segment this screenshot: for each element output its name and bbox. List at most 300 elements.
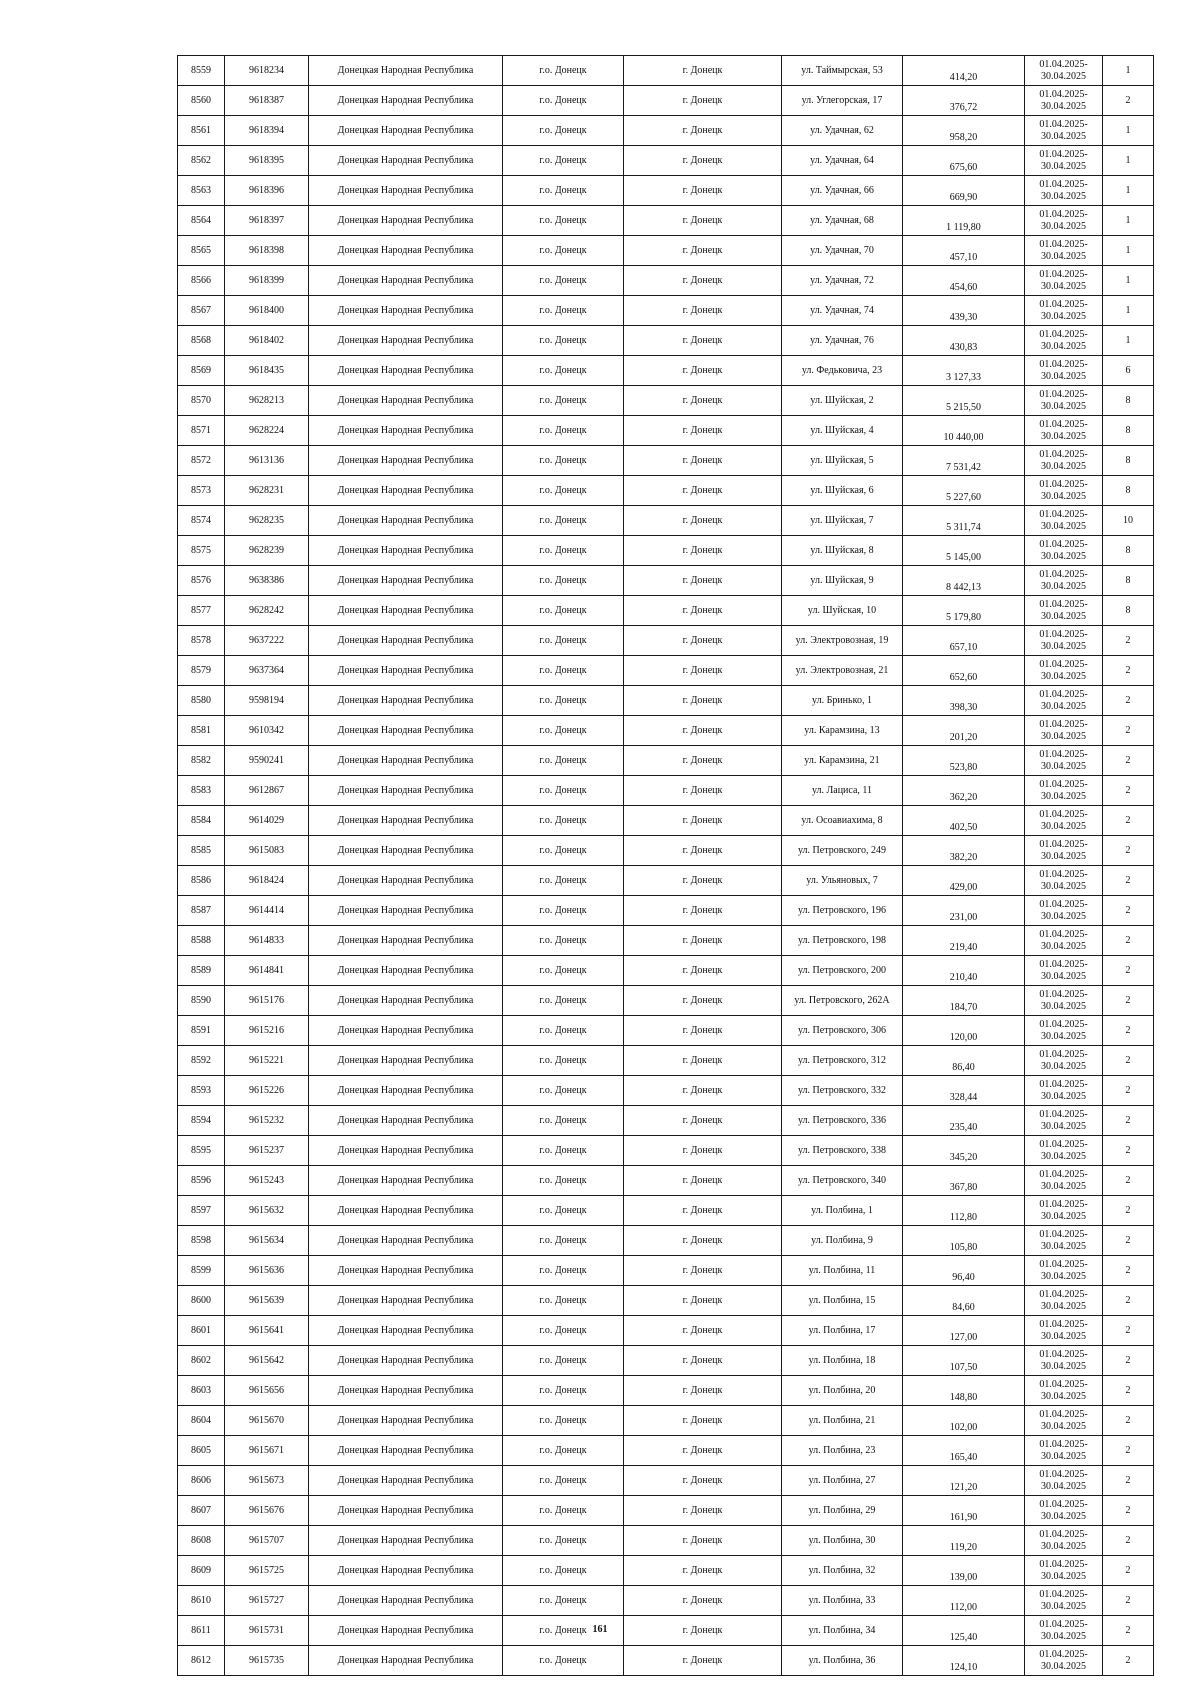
- period-end: 30.04.2025: [1041, 340, 1086, 352]
- address: ул. Полбина, 27: [782, 1466, 903, 1496]
- settlement: г. Донецк: [624, 1646, 782, 1676]
- municipal-district: г.о. Донецк: [503, 866, 624, 896]
- row-number: 8567: [178, 296, 225, 326]
- count: 2: [1103, 926, 1154, 956]
- table-row: [178, 506, 1154, 536]
- address: ул. Удачная, 64: [782, 146, 903, 176]
- settlement: г. Донецк: [624, 626, 782, 656]
- cadastral-id: 9612867: [225, 776, 309, 806]
- cadastral-id: 9628242: [225, 596, 309, 626]
- table-row: [178, 146, 1154, 176]
- cadastral-id: 9618234: [225, 56, 309, 86]
- address: ул. Петровского, 340: [782, 1166, 903, 1196]
- address: ул. Петровского, 338: [782, 1136, 903, 1166]
- count: 1: [1103, 176, 1154, 206]
- period-start: 01.04.2025-: [1039, 1288, 1088, 1300]
- period-start: 01.04.2025-: [1039, 448, 1088, 460]
- settlement: г. Донецк: [624, 1406, 782, 1436]
- period: [1025, 146, 1103, 176]
- period-start: 01.04.2025-: [1039, 118, 1088, 130]
- area: 382,20: [903, 836, 1025, 866]
- period: [1025, 1376, 1103, 1406]
- period-end: 30.04.2025: [1041, 1270, 1086, 1282]
- municipal-district: г.о. Донецк: [503, 1376, 624, 1406]
- region: Донецкая Народная Республика: [309, 1346, 503, 1376]
- cadastral-id: 9618402: [225, 326, 309, 356]
- settlement: г. Донецк: [624, 656, 782, 686]
- address: ул. Шуйская, 8: [782, 536, 903, 566]
- region: Донецкая Народная Республика: [309, 806, 503, 836]
- period-start: 01.04.2025-: [1039, 238, 1088, 250]
- period: [1025, 56, 1103, 86]
- address: ул. Шуйская, 2: [782, 386, 903, 416]
- municipal-district: г.о. Донецк: [503, 506, 624, 536]
- region: Донецкая Народная Республика: [309, 236, 503, 266]
- address: ул. Полбина, 17: [782, 1316, 903, 1346]
- table-row: [178, 1586, 1154, 1616]
- municipal-district: г.о. Донецк: [503, 296, 624, 326]
- area: 5 227,60: [903, 476, 1025, 506]
- period-end: 30.04.2025: [1041, 220, 1086, 232]
- period: [1025, 746, 1103, 776]
- settlement: г. Донецк: [624, 806, 782, 836]
- area: 10 440,00: [903, 416, 1025, 446]
- table-row: [178, 716, 1154, 746]
- region: Донецкая Народная Республика: [309, 1286, 503, 1316]
- period: [1025, 1556, 1103, 1586]
- row-number: 8607: [178, 1496, 225, 1526]
- cadastral-id: 9615707: [225, 1526, 309, 1556]
- settlement: г. Донецк: [624, 1016, 782, 1046]
- address: ул. Шуйская, 5: [782, 446, 903, 476]
- cadastral-id: 9618435: [225, 356, 309, 386]
- period: [1025, 356, 1103, 386]
- municipal-district: г.о. Донецк: [503, 1196, 624, 1226]
- count: 2: [1103, 1046, 1154, 1076]
- municipal-district: г.о. Донецк: [503, 1316, 624, 1346]
- table-row: [178, 656, 1154, 686]
- address: ул. Полбина, 36: [782, 1646, 903, 1676]
- period-end: 30.04.2025: [1041, 550, 1086, 562]
- cadastral-id: 9615636: [225, 1256, 309, 1286]
- period-end: 30.04.2025: [1041, 1480, 1086, 1492]
- address: ул. Полбина, 1: [782, 1196, 903, 1226]
- region: Донецкая Народная Республика: [309, 416, 503, 446]
- cadastral-id: 9613136: [225, 446, 309, 476]
- row-number: 8606: [178, 1466, 225, 1496]
- count: 8: [1103, 476, 1154, 506]
- region: Донецкая Народная Республика: [309, 206, 503, 236]
- count: 2: [1103, 806, 1154, 836]
- period: [1025, 596, 1103, 626]
- municipal-district: г.о. Донецк: [503, 836, 624, 866]
- address: ул. Полбина, 15: [782, 1286, 903, 1316]
- table-row: [178, 1466, 1154, 1496]
- period: [1025, 956, 1103, 986]
- municipal-district: г.о. Донецк: [503, 1586, 624, 1616]
- period: [1025, 1586, 1103, 1616]
- area: 165,40: [903, 1436, 1025, 1466]
- period-end: 30.04.2025: [1041, 1660, 1086, 1672]
- region: Донецкая Народная Республика: [309, 566, 503, 596]
- row-number: 8576: [178, 566, 225, 596]
- count: 2: [1103, 686, 1154, 716]
- count: 1: [1103, 266, 1154, 296]
- settlement: г. Донецк: [624, 296, 782, 326]
- period-end: 30.04.2025: [1041, 1570, 1086, 1582]
- area: 124,10: [903, 1646, 1025, 1676]
- cadastral-id: 9618394: [225, 116, 309, 146]
- count: 1: [1103, 116, 1154, 146]
- address: ул. Полбина, 33: [782, 1586, 903, 1616]
- settlement: г. Донецк: [624, 386, 782, 416]
- period: [1025, 1526, 1103, 1556]
- region: Донецкая Народная Республика: [309, 296, 503, 326]
- region: Донецкая Народная Республика: [309, 716, 503, 746]
- row-number: 8573: [178, 476, 225, 506]
- period-end: 30.04.2025: [1041, 790, 1086, 802]
- cadastral-id: 9615243: [225, 1166, 309, 1196]
- region: Донецкая Народная Республика: [309, 1616, 503, 1646]
- period-end: 30.04.2025: [1041, 370, 1086, 382]
- cadastral-id: 9615642: [225, 1346, 309, 1376]
- settlement: г. Донецк: [624, 716, 782, 746]
- settlement: г. Донецк: [624, 1526, 782, 1556]
- period-start: 01.04.2025-: [1039, 568, 1088, 580]
- area: 439,30: [903, 296, 1025, 326]
- settlement: г. Донецк: [624, 926, 782, 956]
- row-number: 8589: [178, 956, 225, 986]
- row-number: 8595: [178, 1136, 225, 1166]
- table-row: [178, 266, 1154, 296]
- period-start: 01.04.2025-: [1039, 178, 1088, 190]
- period: [1025, 176, 1103, 206]
- period-start: 01.04.2025-: [1039, 358, 1088, 370]
- table-row: [178, 206, 1154, 236]
- period: [1025, 1076, 1103, 1106]
- address: ул. Удачная, 72: [782, 266, 903, 296]
- settlement: г. Донецк: [624, 1316, 782, 1346]
- settlement: г. Донецк: [624, 1376, 782, 1406]
- row-number: 8591: [178, 1016, 225, 1046]
- municipal-district: г.о. Донецк: [503, 1076, 624, 1106]
- cadastral-id: 9628231: [225, 476, 309, 506]
- period: [1025, 476, 1103, 506]
- table-row: [178, 596, 1154, 626]
- row-number: 8597: [178, 1196, 225, 1226]
- municipal-district: г.о. Донецк: [503, 1016, 624, 1046]
- municipal-district: г.о. Донецк: [503, 536, 624, 566]
- table-row: [178, 1346, 1154, 1376]
- period-start: 01.04.2025-: [1039, 778, 1088, 790]
- region: Донецкая Народная Республика: [309, 1256, 503, 1286]
- region: Донецкая Народная Республика: [309, 1106, 503, 1136]
- table-row: [178, 386, 1154, 416]
- cadastral-id: 9618399: [225, 266, 309, 296]
- settlement: г. Донецк: [624, 1616, 782, 1646]
- municipal-district: г.о. Донецк: [503, 776, 624, 806]
- municipal-district: г.о. Донецк: [503, 86, 624, 116]
- municipal-district: г.о. Донецк: [503, 386, 624, 416]
- cadastral-id: 9637222: [225, 626, 309, 656]
- period-end: 30.04.2025: [1041, 760, 1086, 772]
- settlement: г. Донецк: [624, 1436, 782, 1466]
- table-row: [178, 1646, 1154, 1676]
- municipal-district: г.о. Донецк: [503, 236, 624, 266]
- area: 235,40: [903, 1106, 1025, 1136]
- table-row: [178, 806, 1154, 836]
- region: Донецкая Народная Республика: [309, 986, 503, 1016]
- period-start: 01.04.2025-: [1039, 478, 1088, 490]
- address: ул. Петровского, 198: [782, 926, 903, 956]
- address: ул. Полбина, 32: [782, 1556, 903, 1586]
- count: 8: [1103, 596, 1154, 626]
- address: ул. Бринько, 1: [782, 686, 903, 716]
- address: ул. Электровозная, 21: [782, 656, 903, 686]
- table-row: [178, 1256, 1154, 1286]
- area: 125,40: [903, 1616, 1025, 1646]
- period-end: 30.04.2025: [1041, 1330, 1086, 1342]
- settlement: г. Донецк: [624, 1136, 782, 1166]
- table-row: [178, 1286, 1154, 1316]
- region: Донецкая Народная Республика: [309, 326, 503, 356]
- table-row: [178, 116, 1154, 146]
- count: 2: [1103, 716, 1154, 746]
- cadastral-id: 9598194: [225, 686, 309, 716]
- period: [1025, 1196, 1103, 1226]
- area: 657,10: [903, 626, 1025, 656]
- area: 523,80: [903, 746, 1025, 776]
- address: ул. Шуйская, 4: [782, 416, 903, 446]
- period-start: 01.04.2025-: [1039, 1048, 1088, 1060]
- period-end: 30.04.2025: [1041, 1600, 1086, 1612]
- area: 1 119,80: [903, 206, 1025, 236]
- period-end: 30.04.2025: [1041, 610, 1086, 622]
- area: 112,00: [903, 1586, 1025, 1616]
- count: 2: [1103, 1406, 1154, 1436]
- settlement: г. Донецк: [624, 86, 782, 116]
- period-end: 30.04.2025: [1041, 520, 1086, 532]
- address: ул. Карамзина, 21: [782, 746, 903, 776]
- address: ул. Удачная, 66: [782, 176, 903, 206]
- period-start: 01.04.2025-: [1039, 1468, 1088, 1480]
- table-row: [178, 1226, 1154, 1256]
- cadastral-id: 9628235: [225, 506, 309, 536]
- settlement: г. Донецк: [624, 1586, 782, 1616]
- address: ул. Петровского, 262А: [782, 986, 903, 1016]
- period: [1025, 866, 1103, 896]
- region: Донецкая Народная Республика: [309, 266, 503, 296]
- period-end: 30.04.2025: [1041, 1150, 1086, 1162]
- period-start: 01.04.2025-: [1039, 898, 1088, 910]
- area: 121,20: [903, 1466, 1025, 1496]
- count: 2: [1103, 1616, 1154, 1646]
- area: 430,83: [903, 326, 1025, 356]
- count: 2: [1103, 1106, 1154, 1136]
- count: 8: [1103, 536, 1154, 566]
- period: [1025, 716, 1103, 746]
- area: 107,50: [903, 1346, 1025, 1376]
- period-end: 30.04.2025: [1041, 1000, 1086, 1012]
- table-row: [178, 1496, 1154, 1526]
- cadastral-id: 9618397: [225, 206, 309, 236]
- table-row: [178, 1076, 1154, 1106]
- settlement: г. Донецк: [624, 1556, 782, 1586]
- row-number: 8593: [178, 1076, 225, 1106]
- address: ул. Петровского, 196: [782, 896, 903, 926]
- period-start: 01.04.2025-: [1039, 88, 1088, 100]
- row-number: 8566: [178, 266, 225, 296]
- row-number: 8605: [178, 1436, 225, 1466]
- settlement: г. Донецк: [624, 1256, 782, 1286]
- row-number: 8610: [178, 1586, 225, 1616]
- period: [1025, 116, 1103, 146]
- address: ул. Полбина, 23: [782, 1436, 903, 1466]
- count: 2: [1103, 1136, 1154, 1166]
- settlement: г. Донецк: [624, 536, 782, 566]
- period: [1025, 896, 1103, 926]
- settlement: г. Донецк: [624, 1196, 782, 1226]
- table-row: [178, 1196, 1154, 1226]
- region: Донецкая Народная Республика: [309, 356, 503, 386]
- address: ул. Полбина, 30: [782, 1526, 903, 1556]
- settlement: г. Донецк: [624, 266, 782, 296]
- cadastral-id: 9615673: [225, 1466, 309, 1496]
- settlement: г. Донецк: [624, 56, 782, 86]
- address: ул. Таймырская, 53: [782, 56, 903, 86]
- region: Донецкая Народная Республика: [309, 1316, 503, 1346]
- count: 2: [1103, 1166, 1154, 1196]
- period: [1025, 1346, 1103, 1376]
- table-row: [178, 86, 1154, 116]
- registry-table: [177, 55, 1154, 1676]
- area: 96,40: [903, 1256, 1025, 1286]
- period-start: 01.04.2025-: [1039, 1528, 1088, 1540]
- region: Донецкая Народная Республика: [309, 1376, 503, 1406]
- region: Донецкая Народная Республика: [309, 1526, 503, 1556]
- area: 675,60: [903, 146, 1025, 176]
- row-number: 8586: [178, 866, 225, 896]
- area: 958,20: [903, 116, 1025, 146]
- period-start: 01.04.2025-: [1039, 1108, 1088, 1120]
- period-start: 01.04.2025-: [1039, 1228, 1088, 1240]
- table-row: [178, 746, 1154, 776]
- municipal-district: г.о. Донецк: [503, 716, 624, 746]
- period-end: 30.04.2025: [1041, 310, 1086, 322]
- area: 105,80: [903, 1226, 1025, 1256]
- address: ул. Удачная, 76: [782, 326, 903, 356]
- municipal-district: г.о. Донецк: [503, 56, 624, 86]
- period: [1025, 1466, 1103, 1496]
- table-row: [178, 776, 1154, 806]
- period-end: 30.04.2025: [1041, 1510, 1086, 1522]
- count: 2: [1103, 836, 1154, 866]
- row-number: 8588: [178, 926, 225, 956]
- count: 2: [1103, 1226, 1154, 1256]
- period-start: 01.04.2025-: [1039, 928, 1088, 940]
- area: 102,00: [903, 1406, 1025, 1436]
- row-number: 8574: [178, 506, 225, 536]
- settlement: г. Донецк: [624, 746, 782, 776]
- municipal-district: г.о. Донецк: [503, 1346, 624, 1376]
- period: [1025, 296, 1103, 326]
- period: [1025, 806, 1103, 836]
- period: [1025, 1316, 1103, 1346]
- count: 8: [1103, 416, 1154, 446]
- settlement: г. Донецк: [624, 866, 782, 896]
- period-end: 30.04.2025: [1041, 1450, 1086, 1462]
- period: [1025, 986, 1103, 1016]
- cadastral-id: 9628239: [225, 536, 309, 566]
- municipal-district: г.о. Донецк: [503, 986, 624, 1016]
- period: [1025, 266, 1103, 296]
- area: 119,20: [903, 1526, 1025, 1556]
- area: 84,60: [903, 1286, 1025, 1316]
- cadastral-id: 9628213: [225, 386, 309, 416]
- area: 112,80: [903, 1196, 1025, 1226]
- table-row: [178, 1046, 1154, 1076]
- period-start: 01.04.2025-: [1039, 988, 1088, 1000]
- address: ул. Карамзина, 13: [782, 716, 903, 746]
- period: [1025, 926, 1103, 956]
- row-number: 8581: [178, 716, 225, 746]
- row-number: 8577: [178, 596, 225, 626]
- row-number: 8585: [178, 836, 225, 866]
- address: ул. Полбина, 20: [782, 1376, 903, 1406]
- period: [1025, 326, 1103, 356]
- cadastral-id: 9618424: [225, 866, 309, 896]
- cadastral-id: 9628224: [225, 416, 309, 446]
- period-end: 30.04.2025: [1041, 670, 1086, 682]
- count: 1: [1103, 56, 1154, 86]
- row-number: 8590: [178, 986, 225, 1016]
- settlement: г. Донецк: [624, 116, 782, 146]
- table-body: [178, 56, 1154, 1676]
- settlement: г. Донецк: [624, 326, 782, 356]
- municipal-district: г.о. Донецк: [503, 926, 624, 956]
- address: ул. Петровского, 312: [782, 1046, 903, 1076]
- count: 2: [1103, 1196, 1154, 1226]
- period-start: 01.04.2025-: [1039, 1408, 1088, 1420]
- table-row: [178, 1316, 1154, 1346]
- address: ул. Полбина, 11: [782, 1256, 903, 1286]
- count: 2: [1103, 1376, 1154, 1406]
- area: 376,72: [903, 86, 1025, 116]
- region: Донецкая Народная Республика: [309, 176, 503, 206]
- table-row: [178, 1016, 1154, 1046]
- municipal-district: г.о. Донецк: [503, 476, 624, 506]
- period-start: 01.04.2025-: [1039, 508, 1088, 520]
- municipal-district: г.о. Донецк: [503, 356, 624, 386]
- period-end: 30.04.2025: [1041, 130, 1086, 142]
- table-row: [178, 626, 1154, 656]
- municipal-district: г.о. Донецк: [503, 1496, 624, 1526]
- settlement: г. Донецк: [624, 1076, 782, 1106]
- table-row: [178, 1166, 1154, 1196]
- table-row: [178, 1376, 1154, 1406]
- count: 2: [1103, 656, 1154, 686]
- address: ул. Углегорская, 17: [782, 86, 903, 116]
- region: Донецкая Народная Республика: [309, 1406, 503, 1436]
- period-end: 30.04.2025: [1041, 1180, 1086, 1192]
- period-start: 01.04.2025-: [1039, 1558, 1088, 1570]
- count: 2: [1103, 1436, 1154, 1466]
- municipal-district: г.о. Донецк: [503, 1556, 624, 1586]
- address: ул. Электровозная, 19: [782, 626, 903, 656]
- period-end: 30.04.2025: [1041, 700, 1086, 712]
- table-row: [178, 686, 1154, 716]
- area: 5 145,00: [903, 536, 1025, 566]
